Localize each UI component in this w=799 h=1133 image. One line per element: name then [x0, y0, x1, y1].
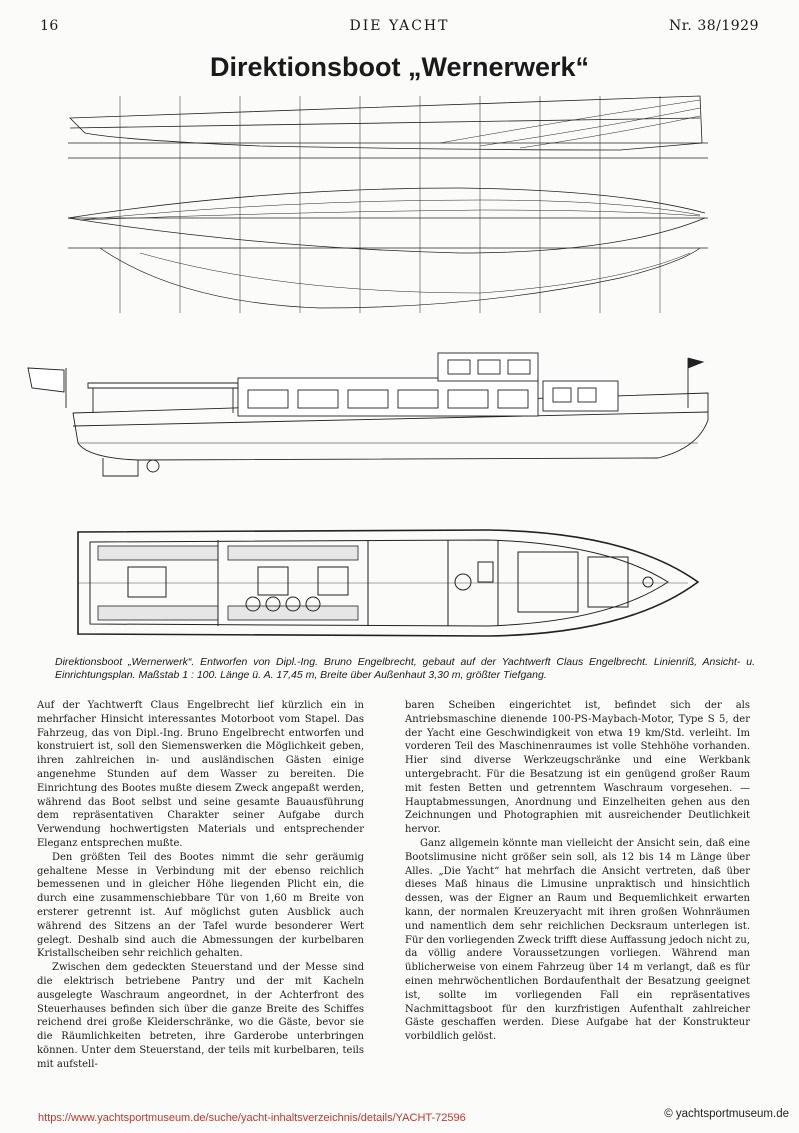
deck-plan-drawing — [68, 522, 708, 644]
steering-wheel — [455, 574, 471, 590]
article-paragraph: Den größten Teil des Bootes nimmt die sehr geräumig gehaltene Messe in Verbindung mit der ebenso reichlich bemessenen und in gleicher Höhe liegenden Plicht ein, die durch eine zusammenschiebbare Tür von 1,60 m Breite von ersterer getrennt ist. Auf möglichst guten Ausblick auch während des Sitzens an der Tafel wurde besonderer Wert gelegt. Deshalb sind auch die Abmessungen der kurbelbaren Kristallscheiben sehr reichlich gehalten. — [37, 851, 364, 960]
article-paragraph: Ganz allgemein könnte man vielleicht der Ansicht sein, daß eine Bootslimusine nicht größer sein soll, als 12 bis 14 m Länge über Alles. „Die Yacht“ hat mehrfach die Ansicht vertreten, daß über dieses Maß hinaus die Limusine unpraktisch und hinsichtlich dessen, was der Eigner an Raum und Bequemlichkeit erwarten kann, der normalen Kreuzeryacht mit ihren großen Wohnräumen und namentlich dem sehr reichlichen Decksraum unterlegen ist. Für den vorliegenden Zweck trifft diese Auffassung jedoch nicht zu, da völlig andere Voraussetzungen vorliegen. Während man üblicherweise von einem Fahrzeug über 14 m verlangt, daß es für einen mehrwöchentlichen Bordaufenthalt der Besatzung geeignet ist, sollte im vorliegenden Fall ein repräsentatives Nachmittagsboot für den kurzfristigen Aufenthalt zahlreicher Gäste geschaffen werden. Diese Aufgabe hat der Konstrukteur vorbildlich gelöst. — [405, 837, 750, 1043]
profile-view-drawing — [18, 348, 713, 488]
figure-caption: Direktionsboot „Wernerwerk“. Entworfen von Dipl.-Ing. Bruno Engelbrecht, gebaut auf der Yachtwerft Claus Engelbrecht. Linienriß, Ansicht- u. Einrichtungsplan. Maßstab 1 : 100. Länge ü. A. 17,45 m, Breite über Außenhaut 3,30 m, größter Tiefgang. — [55, 656, 755, 681]
article-column-left — [37, 699, 364, 1072]
source-link[interactable]: https://www.yachtsportmuseum.de/suche/yacht-inhaltsverzeichnis/details/YACHT-72596 — [38, 1112, 466, 1124]
article-column-right — [405, 699, 750, 1044]
article-paragraph: baren Scheiben eingerichtet ist, befindet sich der als Antriebsmaschine dienende 100-PS-Maybach-Motor, Type S 5, der der Yacht eine Geschwindigkeit von etwa 19 km/Std. verleiht. Im vorderen Teil des Maschinenraumes ist volle Stehhöhe vorhanden. Hier sind diverse Werkzeugschränke und eine Werkbank untergebracht. Für die Besatzung ist ein genügend großer Raum mit festen Betten und getrenntem Waschraum vorgesehen. — Hauptabmessungen, Anordnung und Einzelheiten gehen aus den Zeichnungen und Photographien mit ausreichender Deutlichkeit hervor. — [405, 700, 750, 836]
magazine-name: DIE YACHT — [349, 18, 450, 34]
article-paragraph: Auf der Yachtwerft Claus Engelbrecht lief kürzlich ein in mehrfacher Hinsicht interessantes Motorboot vom Stapel. Das Fahrzeug, das von Dipl.-Ing. Bruno Engelbrecht entworfen und konstruiert ist, soll den Siemenswerken die Möglichkeit geben, ihren zahlreichen in- und ausländischen Gästen einige angenehme Stunden auf dem Wasser zu bereiten. Die Einrichtung des Bootes mußte diesem Zweck angepaßt werden, während das Boot selbst und seine gesamte Bauausführung dem repräsentativen Charakter seiner Aufgabe durch Verwendung hochwertigsten Materials und entsprechender Eleganz entsprechen mußte. — [37, 700, 364, 849]
issue-number: Nr. 38/1929 — [669, 18, 759, 34]
bow-flag — [688, 358, 703, 368]
wheelhouse — [438, 353, 538, 381]
saloon-table — [258, 567, 288, 595]
cockpit-table — [128, 567, 166, 597]
copyright-notice: © yachtsportmuseum.de — [664, 1108, 789, 1120]
article-paragraph: Zwischen dem gedeckten Steuerstand und der Messe sind die elektrisch betriebene Pantry und der mit Kacheln ausgelegte Waschraum angeordnet, in der Achterfront des Steuerhauses befinden sich über die ganze Breite des Schiffes reichend drei große Kleiderschränke, wo die Gäste, bevor sie die Räumlichkeiten betreten, ihre Garderobe unterbringen können. Unter dem Steuerstand, der teils mit kurbelbaren, teils mit aufstell- — [37, 962, 364, 1070]
lines-plan-drawing — [60, 88, 720, 323]
page-number: 16 — [40, 18, 59, 34]
half-breadth-outline — [68, 188, 705, 218]
stern-flag — [28, 368, 64, 392]
article-title: Direktionsboot „Wernerwerk“ — [209, 52, 590, 82]
